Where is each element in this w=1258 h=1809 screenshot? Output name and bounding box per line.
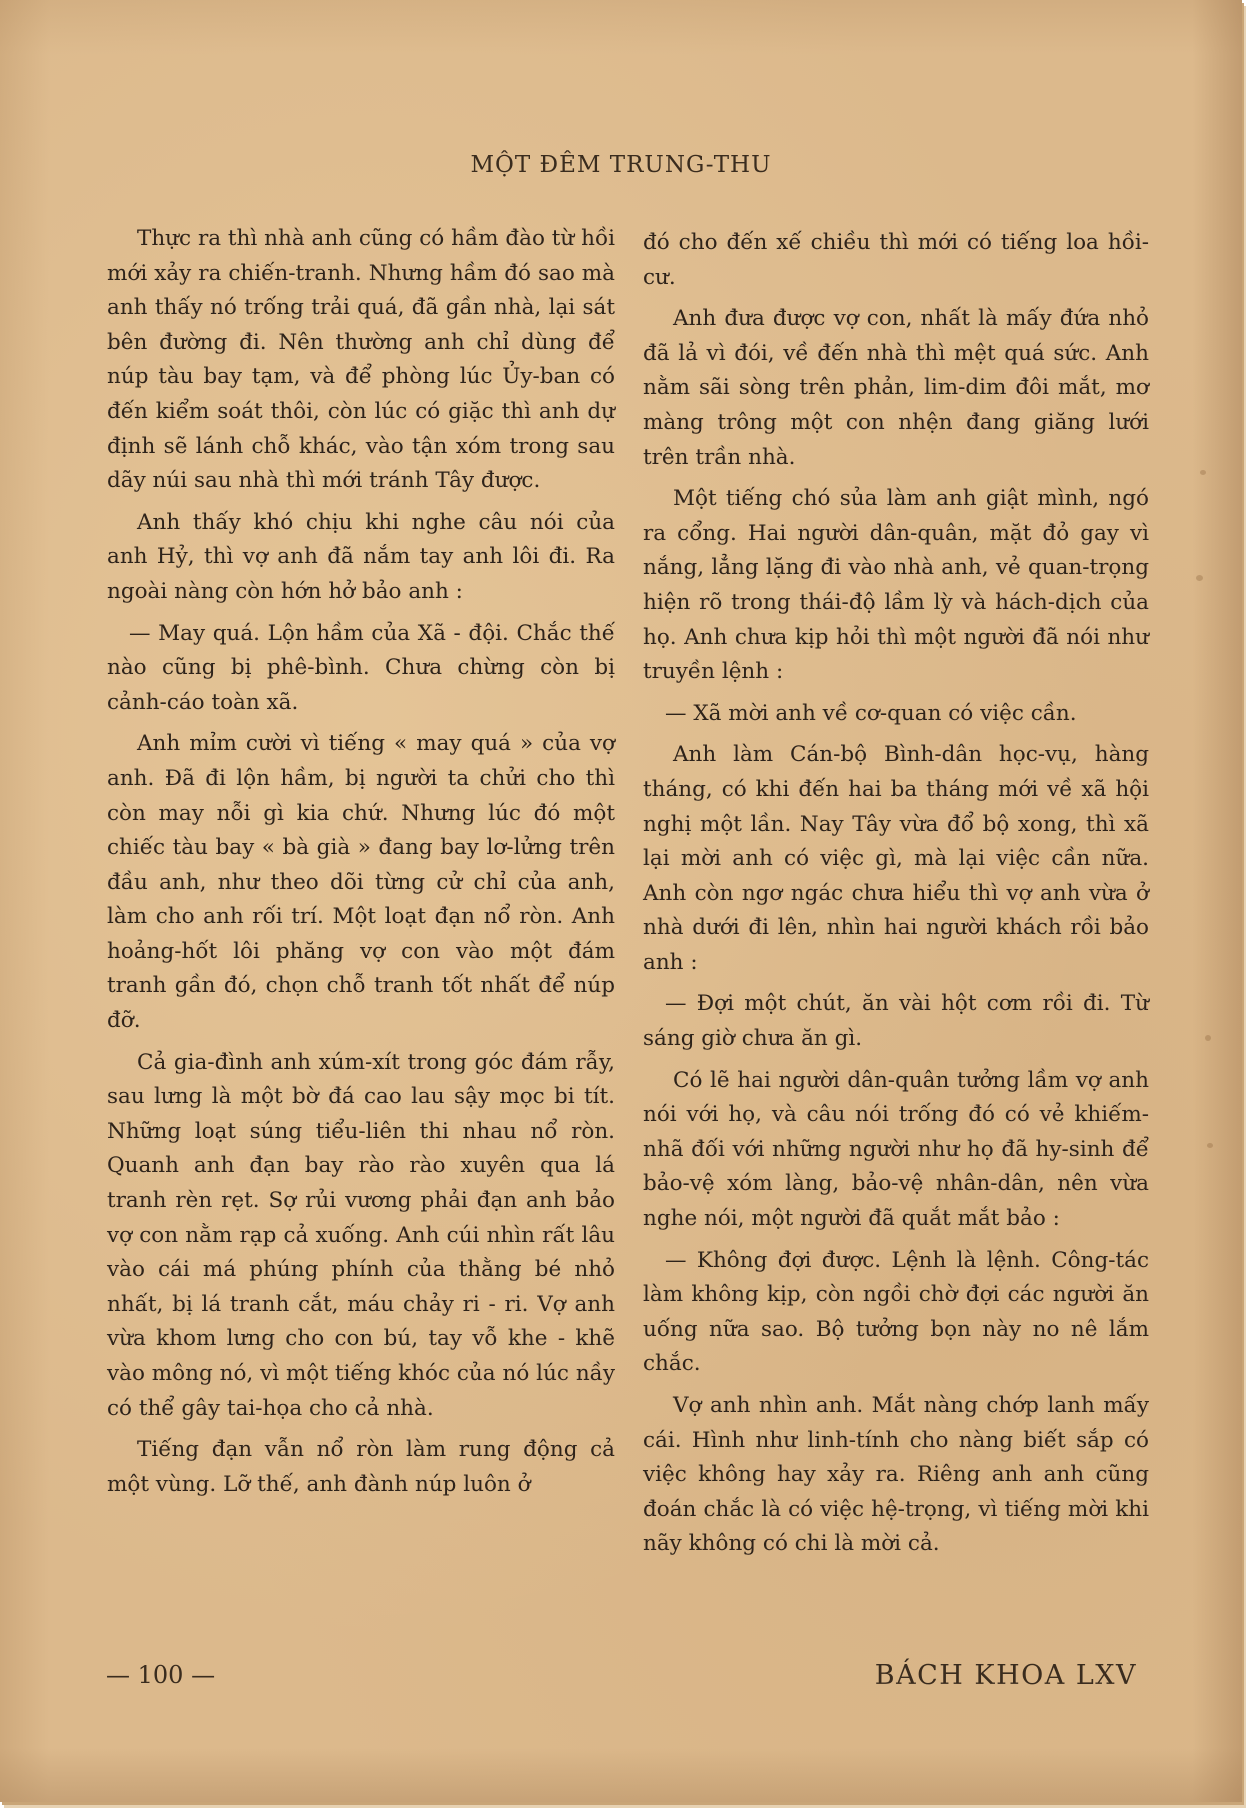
paragraph: Thực ra thì nhà anh cũng có hầm đào từ hồi mới xảy ra chiến-tranh. Nhưng hầm đó sao mà anh thấy nó trống trải quá, đã gần nhà, lại sát bên đường đi. Nên thường anh chỉ dùng để núp tàu bay tạm, và để phòng lúc Ủy-ban có đến kiểm soát thôi, còn lúc có giặc thì anh dự định sẽ lánh chỗ khác, vào tận xóm trong sau dãy núi sau nhà thì mới tránh Tây được. <box>107 226 615 494</box>
paragraph: Anh làm Cán-bộ Bình-dân học-vụ, hàng tháng, có khi đến hai ba tháng mới về xã hội nghị một lần. Nay Tây vừa đổ bộ xong, thì xã lại mời anh có việc gì, mà lại việc cần nữa. Anh còn ngơ ngác chưa hiểu thì vợ anh vừa ở nhà dưới đi lên, nhìn hai người khách rồi bảo anh : <box>643 742 1149 975</box>
paragraph: Cả gia-đình anh xúm-xít trong góc đám rẫy, sau lưng là một bờ đá cao lau sậy mọc bi tít. Những loạt súng tiểu-liên thi nhau nổ ròn. Quanh anh đạn bay rào rào xuyên qua lá tranh rèn rẹt. Sợ rủi vương phải đạn anh bảo vợ con nằm rạp cả xuống. Anh cúi nhìn rất lâu vào cái má phúng phính của thằng bé nhỏ nhất, bị lá tranh cắt, máu chảy ri - ri. Vợ anh vừa khom lưng cho con bú, tay vỗ khe - khẽ vào mông nó, vì một tiếng khóc của nó lúc nầy có thể gây tai-họa cho cả nhà. <box>107 1049 615 1421</box>
running-head-title: MỘT ĐÊM TRUNG-THU <box>470 152 772 178</box>
paper-speck <box>1196 575 1203 581</box>
paragraph: Vợ anh nhìn anh. Mắt nàng chớp lanh mấy cái. Hình như linh-tính cho nàng biết sắp có việc không hay xảy ra. Riêng anh anh cũng đoán chắc là có việc hệ-trọng, vì tiếng mời khi nãy không có chi là mời cả. <box>643 1393 1149 1557</box>
paragraph: đó cho đến xế chiều thì mới có tiếng loa hồi-cư. <box>643 230 1149 290</box>
page-number: — 100 — <box>106 1661 216 1689</box>
left-text-column <box>107 222 615 1509</box>
dialogue-paragraph: — Xã mời anh về cơ-quan có việc cần. <box>665 700 1077 726</box>
paragraph: Tiếng đạn vẫn nổ ròn làm rung động cả một vùng. Lỡ thế, anh đành núp luôn ở <box>107 1437 615 1497</box>
right-text-column <box>643 226 1149 1569</box>
paper-speck <box>1205 1035 1211 1041</box>
paper-speck <box>1200 470 1206 475</box>
paper-speck <box>1207 1143 1213 1148</box>
paragraph: Anh mỉm cười vì tiếng « may quá » của vợ anh. Đã đi lộn hầm, bị người ta chửi cho thì còn may nỗi gì kia chứ. Nhưng lúc đó một chiếc tàu bay « bà già » đang bay lơ-lửng trên đầu anh, như theo dõi từng cử chỉ của anh, làm cho anh rối trí. Một loạt đạn nổ ròn. Anh hoảng-hốt lôi phăng vợ con vào một đám tranh gần đó, chọn chỗ tranh tốt nhất để núp đỡ. <box>107 731 615 1034</box>
paragraph: Anh đưa được vợ con, nhất là mấy đứa nhỏ đã lả vì đói, về đến nhà thì mệt quá sức. Anh nằm sãi sòng trên phản, lim-dim đôi mắt, mơ màng trông một con nhện đang giăng lưới trên trần nhà. <box>643 306 1149 470</box>
journal-name: BÁCH KHOA LXV <box>874 1660 1137 1691</box>
dialogue-paragraph: — Đợi một chút, ăn vài hột cơm rồi đi. Từ sáng giờ chưa ăn gì. <box>643 991 1149 1052</box>
dialogue-paragraph: — May quá. Lộn hầm của Xã - đội. Chắc thế nào cũng bị phê-bình. Chưa chừng còn bị cảnh-cáo toàn xã. <box>107 620 615 715</box>
paragraph: Có lẽ hai người dân-quân tưởng lầm vợ anh nói với họ, và câu nói trống đó có vẻ khiếm-nhã đối với những người như họ đã hy-sinh để bảo-vệ xóm làng, bảo-vệ nhân-dân, nên vừa nghe nói, một người đã quắt mắt bảo : <box>643 1067 1149 1232</box>
dialogue-paragraph: — Không đợi được. Lệnh là lệnh. Công-tác làm không kịp, còn ngồi chờ đợi các người ăn uống nữa sao. Bộ tưởng bọn này no nê lắm chắc. <box>643 1247 1149 1377</box>
paragraph: Anh thấy khó chịu khi nghe câu nói của anh Hỷ, thì vợ anh đã nắm tay anh lôi đi. Ra ngoài nàng còn hớn hở bảo anh : <box>107 509 615 604</box>
paragraph: Một tiếng chó sủa làm anh giật mình, ngó ra cổng. Hai người dân-quân, mặt đỏ gay vì nắng, lẳng lặng đi vào nhà anh, vẻ quan-trọng hiện rõ trong thái-độ lầm lỳ và hách-dịch của họ. Anh chưa kịp hỏi thì một người đã nói như truyền lệnh : <box>643 486 1149 685</box>
